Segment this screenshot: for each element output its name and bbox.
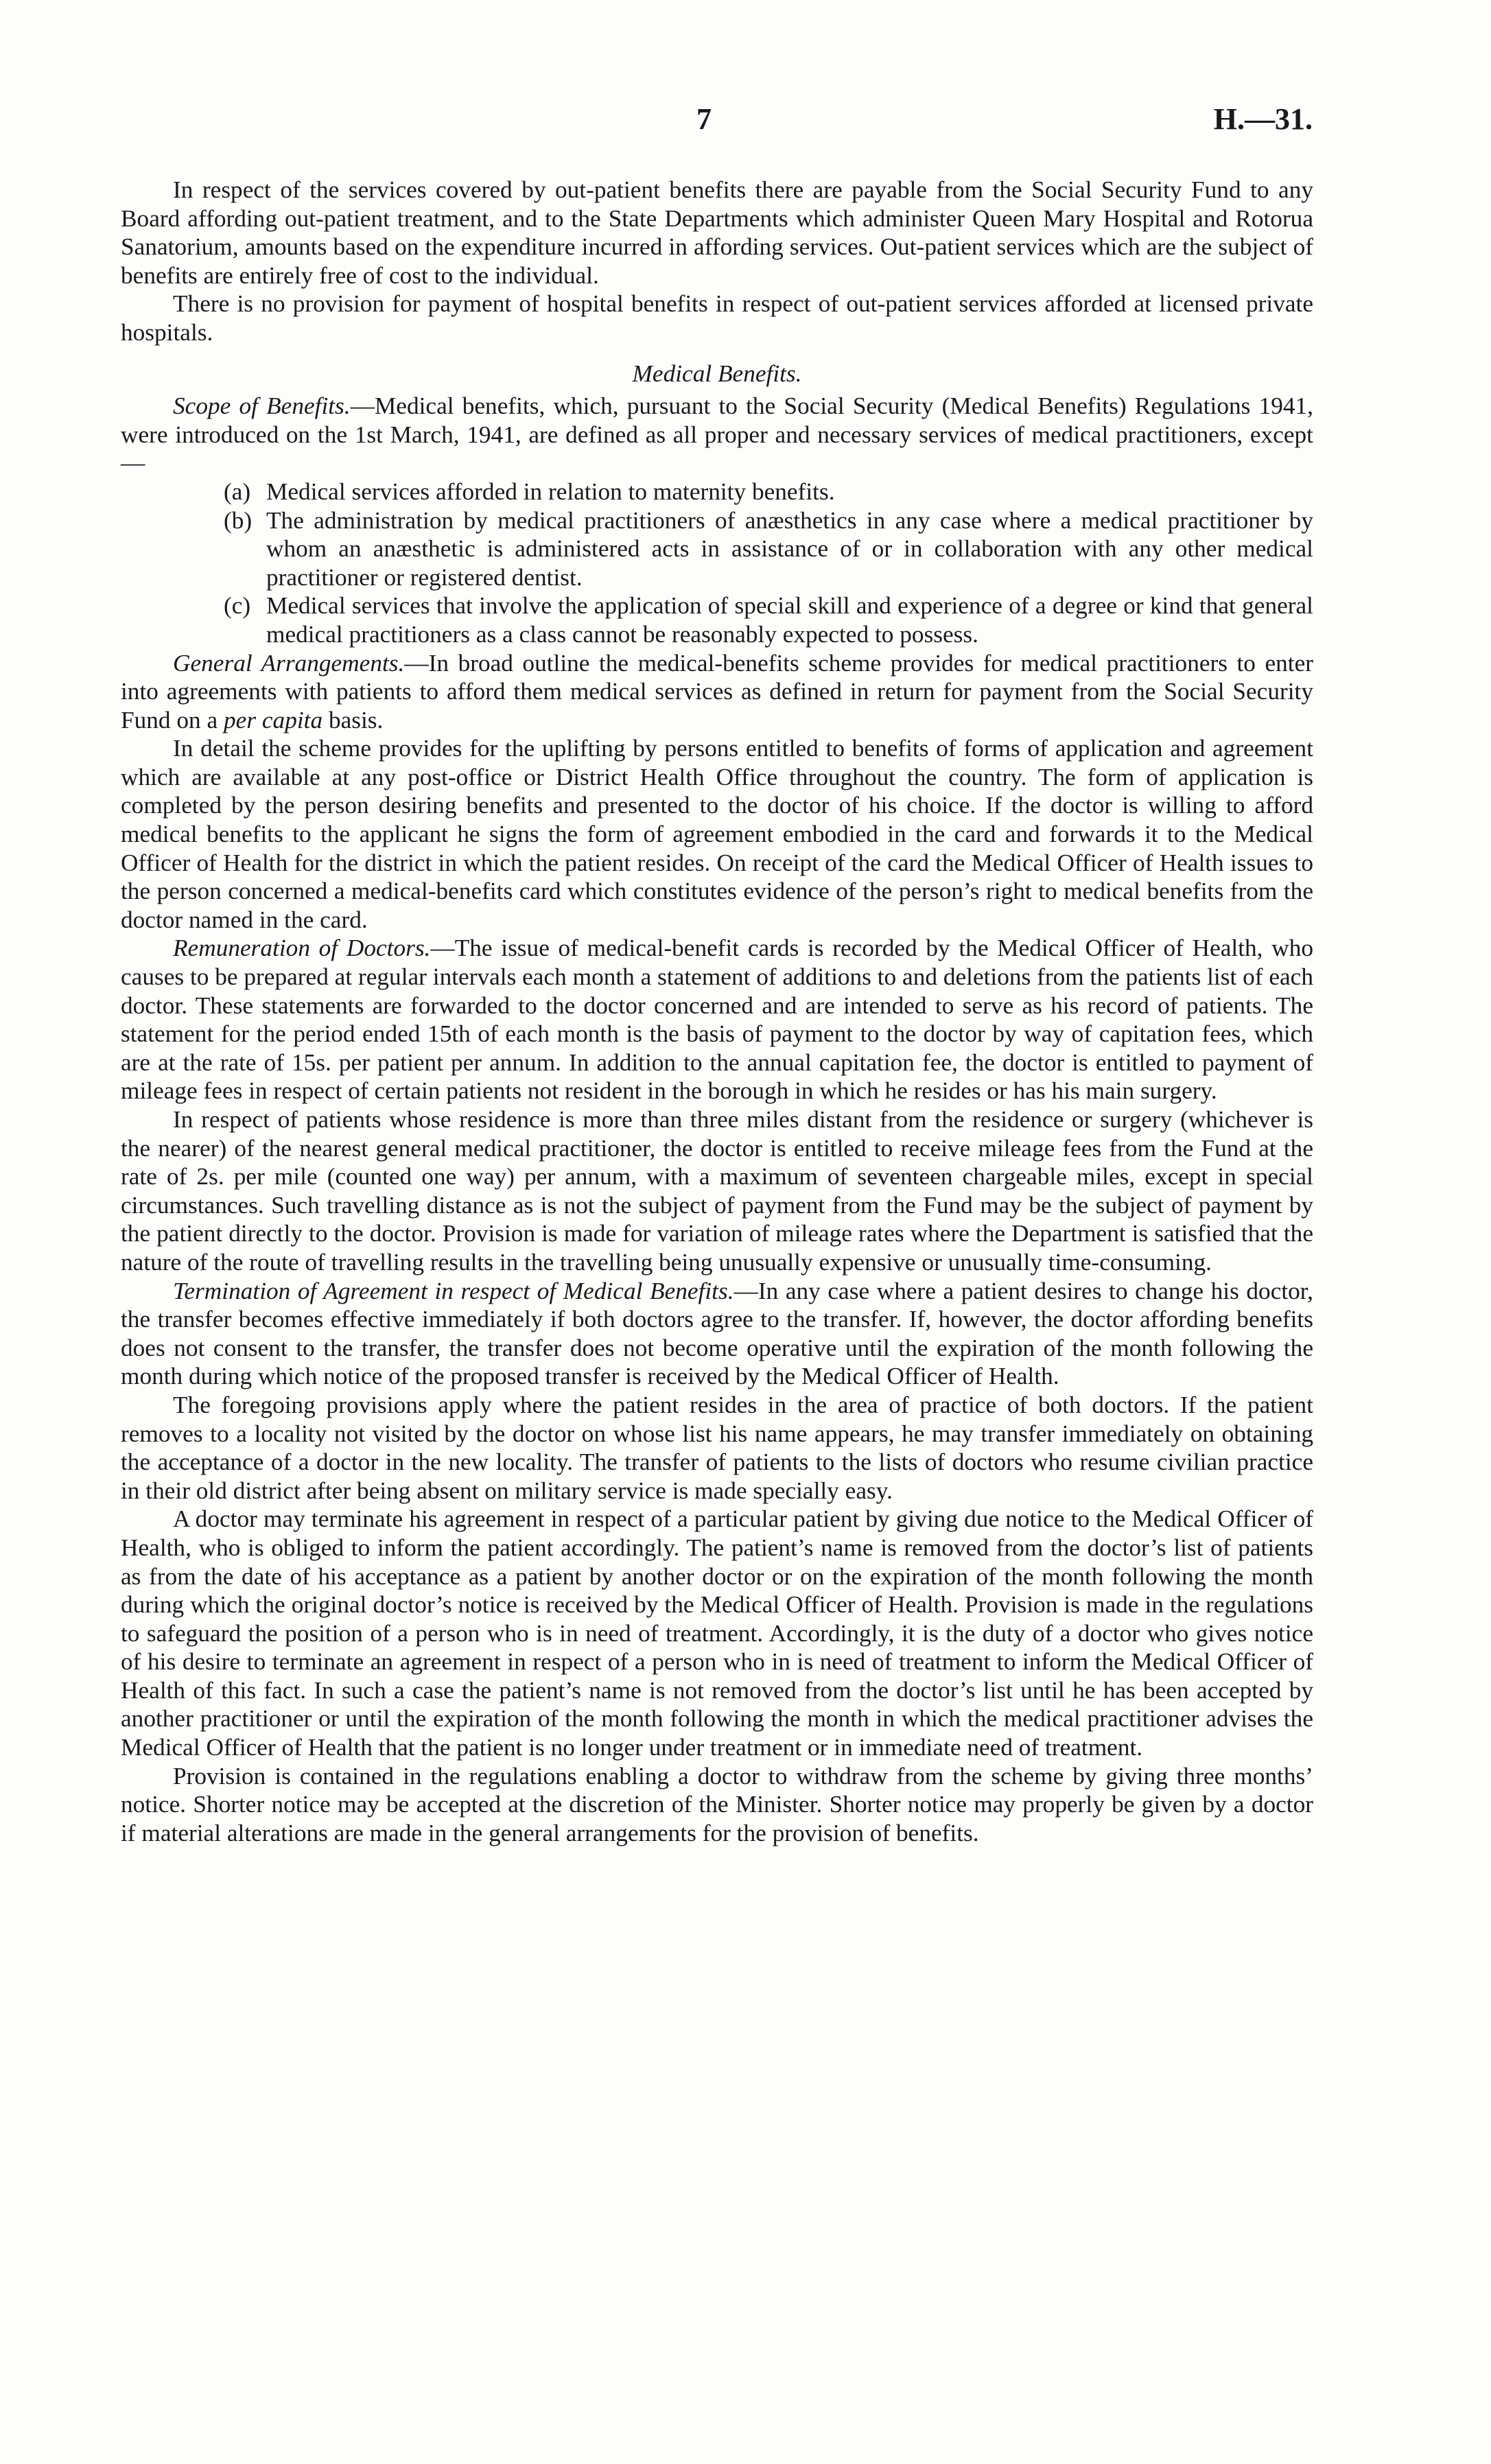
- paragraph-doctor-terminate: A doctor may terminate his agreement in respect of a particular patient by giving due notice to the Medical Officer of Health, who is obliged to inform the patient accordingly. The patient’s name is removed from the doctor’s list of patients as from the date of his acceptance as a patient by another doctor or on the expiration of the month following the month during which the original doctor’s notice is received by the Medical Officer of Health. Provision is made in the regulations to safeguard the position of a person who is in need of treatment. Accordingly, it is the duty of a doctor who gives notice of his desire to terminate an agreement in respect of a person who in is need of treatment to inform the Medical Officer of Health of this fact. In such a case the patient’s name is not removed from the doctor’s list until he has been accepted by another practitioner or until the expiration of the month following the month in which the medical practitioner advises the Medical Officer of Health that the patient is no longer under treatment or in immediate need of treatment.: [121, 1505, 1313, 1761]
- general-text-2: basis.: [322, 706, 384, 734]
- paragraph-termination: [121, 1277, 1313, 1391]
- general-text-1: —In broad outline the medical-benefits scheme provides for medical practitioners to enter into agreements with patients to afford them medical services as defined in return for payment from the Social Security Fund on a: [121, 649, 1314, 734]
- document-reference: H.—31.: [1213, 102, 1313, 136]
- termination-lead: Termination of Agreement in respect of Medical Benefits.: [173, 1277, 734, 1304]
- page-number: 7: [696, 102, 712, 136]
- list-item-label: (c): [224, 592, 251, 620]
- list-item-b: [121, 506, 1313, 592]
- termination-text: —In any case where a patient desires to change his doctor, the transfer becomes effective immediately if both doctors agree to the transfer. If, however, the doctor affording benefits does not consent to the transfer, the transfer does not become operative until the expiration of the month following the month during which notice of the proposed transfer is received by the Medical Officer of Health.: [121, 1277, 1313, 1390]
- remuneration-lead: Remuneration of Doctors.: [173, 935, 431, 962]
- paragraph-mileage: In respect of patients whose residence is more than three miles distant from the residence or surgery (whichever is the nearer) of the nearest general medical practitioner, the doctor is entitled to receive mileage fees from the Fund at the rate of 2s. per mile (counted one way) per annum, with a maximum of seventeen chargeable miles, except in special circumstances. Such travelling distance as is not the subject of payment from the Fund may be the subject of payment by the patient directly to the doctor. Provision is made for variation of mileage rates where the Department is satisfied that the nature of the route of travelling results in the travelling being unusually expensive or unusually time-consuming.: [121, 1106, 1313, 1276]
- paragraph-general-arrangements: [121, 649, 1313, 735]
- list-item-label: (b): [224, 506, 253, 534]
- paragraph-outpatient-payments: In respect of the services covered by out-patient benefits there are payable from the Social Security Fund to any Board affording out-patient treatment, and to the State Departments which administer Queen Mary Hospital and Rotorua Sanatorium, amounts based on the expenditure incurred in affording services. Out-patient services which are the subject of benefits are entirely free of cost to the individual.: [121, 176, 1313, 289]
- remuneration-text: —The issue of medical-benefit cards is recorded by the Medical Officer of Health, who causes to be prepared at regular intervals each month a statement of additions to and deletions from the patients list of each doctor. These statements are forwarded to the doctor concerned and are intended to serve as his record of patients. The statement for the period ended 15th of each month is the basis of payment to the doctor by way of capitation fees, which are at the rate of 15s. per patient per annum. In addition to the annual capitation fee, the doctor is entitled to payment of mileage fees in respect of certain patients not resident in the borough in which he resides or has his main surgery.: [121, 935, 1313, 1105]
- page-header: [0, 102, 1491, 143]
- paragraph-scope: [121, 392, 1313, 478]
- list-item-text: Medical services afforded in relation to maternity benefits.: [266, 478, 835, 505]
- section-heading-medical-benefits: Medical Benefits.: [632, 360, 802, 387]
- list-item-text: The administration by medical practitioners of anæsthetics in any case where a medical practitioner by whom an anæsthetic is administered acts in assistance of or in collaboration with any other medical practitioner or registered dentist.: [266, 506, 1313, 591]
- paragraph-foregoing: The foregoing provisions apply where the patient resides in the area of practice of both doctors. If the patient removes to a locality not visited by the doctor on whose list his name appears, he may transfer immediately on obtaining the acceptance of a doctor in the new locality. The transfer of patients to the lists of doctors who resume civilian practice in their old district after being absent on military service is made specially easy.: [121, 1391, 1313, 1504]
- paragraph-scheme-detail: In detail the scheme provides for the uplifting by persons entitled to benefits of forms of application and agreement which are available at any post-office or District Health Office throughout the country. The form of application is completed by the person desiring benefits and presented to the doctor of his choice. If the doctor is willing to afford medical benefits to the applicant he signs the form of agreement embodied in the card and forwards it to the Medical Officer of Health for the district in which the patient resides. On receipt of the card the Medical Officer of Health issues to the person concerned a medical-benefits card which constitutes evidence of the person’s right to medical benefits from the doctor named in the card.: [121, 735, 1313, 933]
- list-item-c: [121, 591, 1313, 648]
- document-body: [121, 176, 1313, 1847]
- paragraph-withdraw: Provision is contained in the regulations enabling a doctor to withdraw from the scheme by giving three months’ notice. Shorter notice may be accepted at the discretion of the Minister. Shorter notice may properly be given by a doctor if material alterations are made in the general arrangements for the provision of benefits.: [121, 1762, 1313, 1846]
- paragraph-private-hospitals: There is no provision for payment of hospital benefits in respect of out-patient services afforded at licensed private hospitals.: [121, 290, 1313, 346]
- paragraph-remuneration: [121, 934, 1313, 1105]
- list-item-text: Medical services that involve the application of special skill and experience of a degree or kind that general medical practitioners as a class cannot be reasonably expected to possess.: [266, 592, 1313, 648]
- scope-text: —Medical benefits, which, pursuant to the Social Security (Medical Benefits) Regulations 1941, were introduced on the 1st March, 1941, are defined as all proper and necessary services of medical practitioners, except—: [121, 392, 1314, 477]
- list-item-label: (a): [224, 478, 251, 505]
- general-lead: General Arrangements.: [173, 649, 405, 677]
- general-italic: per capita: [224, 706, 323, 734]
- list-item-a: [121, 478, 1313, 506]
- scope-lead: Scope of Benefits.: [173, 392, 351, 420]
